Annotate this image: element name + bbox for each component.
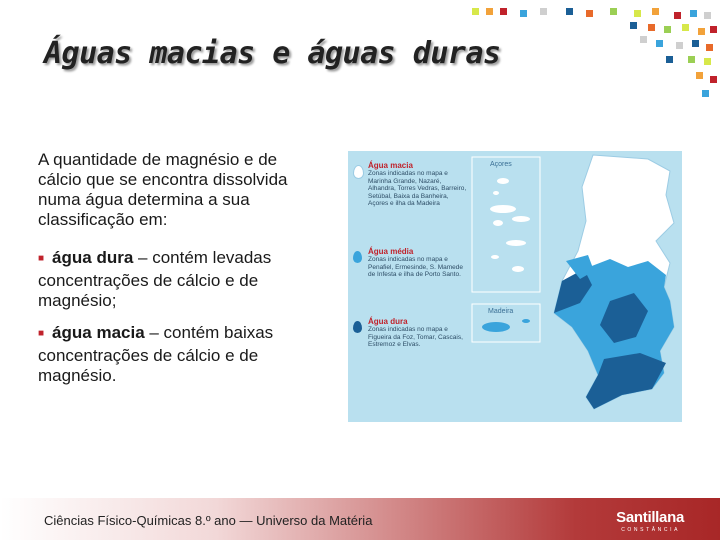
decorative-square (698, 28, 705, 35)
santillana-logo: Santillana (616, 509, 684, 526)
bullet-square-icon: ■ (38, 253, 45, 264)
water-hardness-map (348, 151, 682, 422)
logo-subtitle: CONSTÂNCIA (621, 527, 680, 533)
azores-label: Açores (490, 161, 512, 168)
decorative-square (540, 8, 547, 15)
decorative-square (704, 12, 711, 19)
decorative-square (702, 90, 709, 97)
decorative-square (630, 22, 637, 29)
azores-island (493, 191, 499, 195)
decorative-square (656, 40, 663, 47)
decorative-square (674, 12, 681, 19)
porto-santo-island (522, 319, 530, 323)
azores-inset-frame (472, 157, 540, 292)
legend-hard-water (368, 317, 468, 349)
decorative-square (676, 42, 683, 49)
decorative-square (682, 24, 689, 31)
decorative-square (696, 72, 703, 79)
bullet-text: – contém baixas concentrações de cálcio e de magnésio. (38, 323, 274, 385)
azores-island (493, 220, 503, 226)
decorative-square (692, 40, 699, 47)
footer-text: Ciências Físico-Químicas 8.º ano — Universo da Matéria (44, 513, 373, 528)
madeira-label: Madeira (488, 308, 514, 315)
azores-island (491, 255, 499, 259)
decorative-square (666, 56, 673, 63)
medium-water-drop-icon (353, 251, 362, 263)
bullet-term: água dura (52, 248, 134, 267)
decorative-square (648, 24, 655, 31)
decorative-square (500, 8, 507, 15)
azores-island (512, 266, 524, 272)
slide-title: Águas macias e águas duras (44, 36, 501, 71)
bullet-soft-water (38, 323, 320, 386)
soft-water-drop-icon (353, 165, 364, 179)
decorative-square (640, 36, 647, 43)
legend-text: Zonas indicadas no mapa e Marinha Grande, Nazaré, Alhandra, Torres Vedras, Barreiro, Setúbal, Baixa da Banheira, Açores e ilha da Madeira (368, 170, 467, 207)
decorative-square (566, 8, 573, 15)
decorative-square (710, 76, 717, 83)
decorative-square (664, 26, 671, 33)
decorative-square (472, 8, 479, 15)
decorative-square (486, 8, 493, 15)
legend-text: Zonas indicadas no mapa e Penafiel, Ermesinde, S. Mamede de Infesta e ilha de Porto Santo. (368, 256, 464, 278)
legend-soft-water (368, 161, 468, 208)
footer-bar (0, 498, 720, 540)
legend-title: Água dura (368, 317, 408, 326)
azores-island (497, 178, 509, 184)
decorative-square (520, 10, 527, 17)
bullet-hard-water (38, 248, 320, 311)
decorative-square (610, 8, 617, 15)
legend-title: Água macia (368, 161, 413, 170)
decorative-square (634, 10, 641, 17)
legend-title: Água média (368, 247, 414, 256)
legend-text: Zonas indicadas no mapa e Figueira da Foz, Tomar, Cascais, Estremoz e Elvas. (368, 326, 463, 348)
bullet-square-icon: ■ (38, 328, 45, 339)
bullet-text: – contém levadas concentrações de cálcio e de magnésio; (38, 248, 272, 310)
decorative-square (704, 58, 711, 65)
legend-medium-water (368, 247, 468, 279)
azores-island (490, 205, 516, 213)
bullet-term: água macia (52, 323, 145, 342)
decorative-square (710, 26, 717, 33)
azores-island (512, 216, 530, 222)
intro-paragraph: A quantidade de magnésio e de cálcio que se encontra dissolvida numa água determina a sua classificação em: (38, 150, 288, 229)
decorative-square (690, 10, 697, 17)
madeira-island (482, 322, 510, 332)
hard-water-drop-icon (353, 321, 362, 333)
decorative-square (652, 8, 659, 15)
azores-island (506, 240, 526, 246)
decorative-square (688, 56, 695, 63)
decorative-square (706, 44, 713, 51)
decorative-square (586, 10, 593, 17)
